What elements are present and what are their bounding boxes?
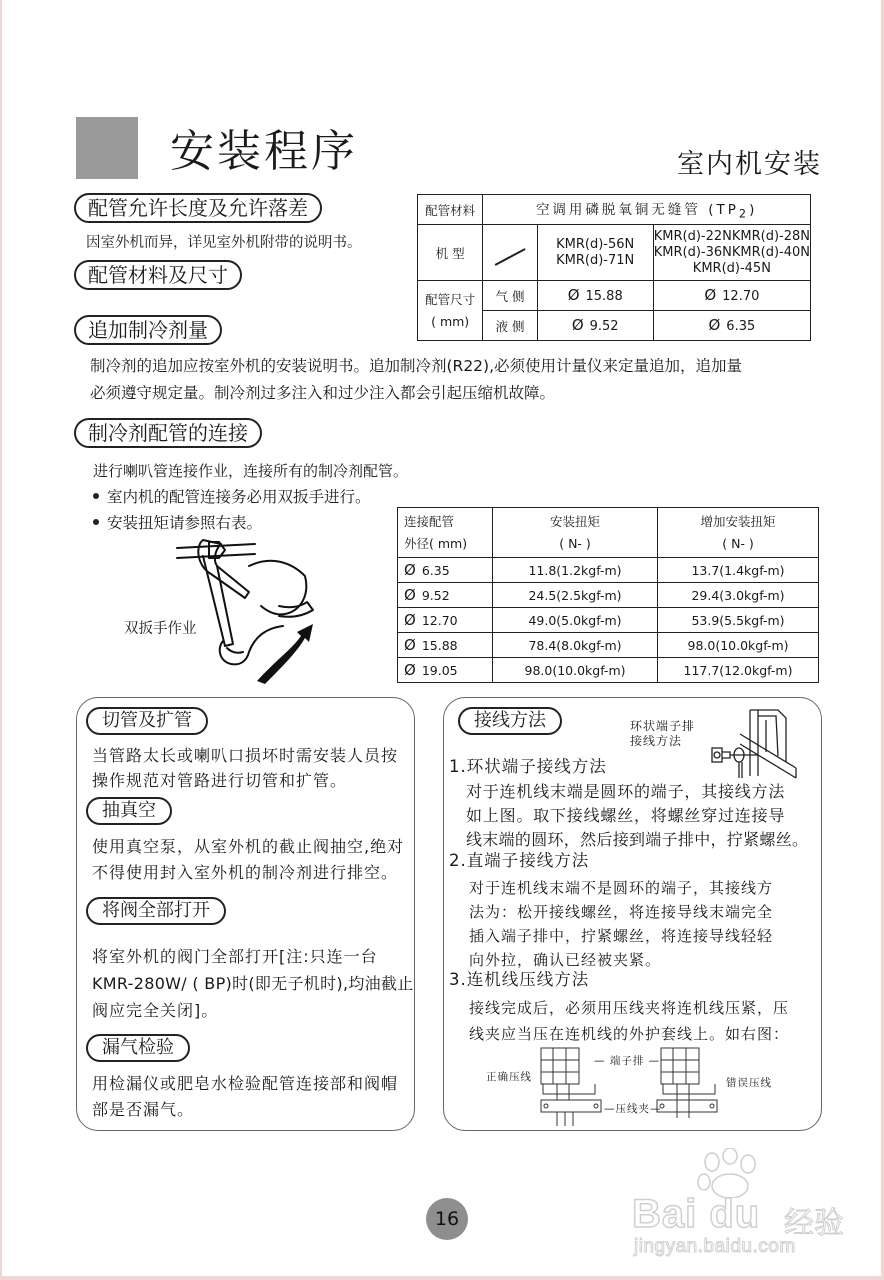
page-title: 安装程序 [170, 126, 358, 177]
pipe-material-text: 空调用磷脱氧铜无缝管 (TP [535, 202, 739, 219]
diameter-value: 12.70 [421, 613, 458, 628]
header-pipe-diameter [398, 508, 493, 558]
models-group-a [537, 225, 653, 281]
diameter-cell [398, 608, 493, 633]
heading-wiring-method: 接线方法 [458, 707, 562, 735]
added-torque-value: 29.4(3.0kgf-m) [658, 583, 819, 608]
open-valves-line-3: 阀应完全关闭]。 [92, 1001, 219, 1020]
model-name: KMR(d)-45N [692, 260, 771, 276]
bullet-item [93, 485, 371, 509]
bullet-icon [93, 493, 99, 499]
diameter-value: 6.35 [421, 563, 450, 578]
section-heading-pipe-material: 配管材料及尺寸 [74, 260, 242, 290]
torque-value: 98.0(10.0kgf-m) [493, 658, 658, 683]
bullet-item [93, 511, 262, 535]
model-name: KMR(d)-71N [556, 252, 635, 268]
table-row [398, 633, 819, 658]
model-name: KMR(d)-56N [556, 236, 635, 252]
header-text: 安装扭矩 [549, 513, 600, 529]
step-3-title: 3.连机线压线方法 [449, 970, 590, 989]
wiring-method-panel [443, 697, 822, 1131]
open-valves-line-1: 将室外机的阀门全部打开[注:只连一台 [92, 947, 378, 966]
added-torque-value: 117.7(12.0kgf-m) [658, 658, 819, 683]
pipe-material-value [483, 195, 811, 225]
pipe-size-label-text: 配管尺寸 [425, 291, 476, 307]
model-name: KMR(d)-22NKMR(d)-28N [653, 228, 810, 244]
bullet-text: 安装扭矩请参照右表。 [107, 514, 263, 532]
correct-clamp-label: 正确压线 [486, 1071, 532, 1083]
added-torque-value: 98.0(10.0kgf-m) [658, 633, 819, 658]
maintenance-steps-panel [76, 697, 415, 1131]
gas-size-b [653, 281, 810, 311]
double-wrench-illustration [175, 536, 335, 686]
diameter-icon: Ø [704, 285, 717, 304]
step-1-title: 1.环状端子接线方法 [449, 757, 607, 776]
diameter-icon: Ø [571, 315, 584, 334]
step-2-line-4: 向外拉，确认已经被夹紧。 [469, 951, 662, 969]
pipe-connection-intro: 进行喇叭管连接作业，连接所有的制冷剂配管。 [93, 462, 409, 480]
leak-check-line-2: 部是否漏气。 [92, 1100, 195, 1119]
cut-flare-line-2: 操作规范对管路进行切管和扩管。 [92, 771, 348, 790]
section-heading-allowable-length: 配管允许长度及允许落差 [74, 193, 322, 223]
vacuum-line-2: 不得使用封入室外机的制冷剂进行排空。 [92, 863, 399, 882]
diameter-icon: Ø [404, 661, 416, 679]
liquid-size-b [653, 311, 810, 341]
size-value: 9.52 [589, 318, 619, 334]
pipe-material-subscript: 2 [738, 207, 750, 221]
table-row [398, 558, 819, 583]
step-1-line-3: 线末端的圆环，然后接到端子排中，拧紧螺丝。 [466, 830, 809, 849]
table-row [398, 608, 819, 633]
diameter-icon: Ø [708, 315, 721, 334]
watermark-url: jingyan.baidu.com [634, 1236, 796, 1257]
header-text: 增加安装扭矩 [700, 513, 776, 529]
section-heading-pipe-connection: 制冷剂配管的连接 [74, 418, 262, 448]
size-value: 12.70 [722, 288, 760, 304]
torque-table [397, 507, 819, 683]
bullet-icon [93, 519, 99, 525]
liquid-size-a [537, 311, 653, 341]
add-refrigerant-line-1: 制冷剂的追加应按室外机的安装说明书。追加制冷剂(R22),必须使用计量仪来定量追加，追加量 [90, 357, 743, 375]
added-torque-value: 13.7(1.4kgf-m) [658, 558, 819, 583]
watermark-logo-text: Bai du [632, 1192, 761, 1236]
leak-check-line-1: 用检漏仪或肥皂水检验配管连接部和阀帽 [92, 1074, 399, 1093]
clamp-label: —压线夹— [604, 1103, 662, 1115]
model-empty-cell [483, 225, 537, 281]
pipe-material-close: ) [749, 202, 758, 219]
watermark-cn-text: 经验 [784, 1206, 844, 1241]
heading-vacuum: 抽真空 [86, 797, 172, 825]
size-value: 15.88 [585, 288, 623, 304]
cut-flare-line-1: 当管路太长或喇叭口损坏时需安装人员按 [92, 746, 399, 765]
step-2-line-3: 插入端子排中，拧紧螺丝，将连接导线轻轻 [469, 927, 774, 945]
diameter-icon: Ø [404, 586, 416, 604]
pipe-material-label: 配管材料 [418, 195, 483, 225]
diagonal-slash-icon [495, 248, 526, 265]
pipe-spec-table [417, 194, 811, 341]
step-2-title: 2.直端子接线方法 [449, 851, 590, 870]
paw-print-icon [694, 1148, 764, 1198]
page-edge-bottom [0, 1276, 884, 1280]
diameter-icon: Ø [567, 285, 580, 304]
pipe-table-row-material [418, 195, 811, 225]
pipe-table-row-gas [418, 281, 811, 311]
header-torque [493, 508, 658, 558]
step-2-line-1: 对于连机线末端不是圆环的端子，其接线方 [469, 879, 774, 897]
heading-cut-flare: 切管及扩管 [86, 707, 208, 735]
size-value: 6.35 [726, 318, 756, 334]
wrench-figure-caption: 双扳手作业 [124, 621, 197, 637]
models-group-b [653, 225, 810, 281]
diameter-value: 9.52 [421, 588, 450, 603]
header-text: ( N- ) [559, 535, 591, 551]
diameter-value: 15.88 [421, 638, 458, 653]
pipe-table-row-model [418, 225, 811, 281]
torque-value: 49.0(5.0kgf-m) [493, 608, 658, 633]
gas-size-a [537, 281, 653, 311]
diameter-icon: Ø [404, 636, 416, 654]
vacuum-line-1: 使用真空泵，从室外机的截止阀抽空,绝对 [92, 837, 405, 856]
page-subtitle: 室内机安装 [677, 149, 822, 180]
step-3-line-1: 接线完成后，必须用压线夹将连机线压紧，压 [469, 999, 790, 1017]
heading-open-valves: 将阀全部打开 [86, 897, 226, 925]
diameter-value: 19.05 [421, 663, 458, 678]
diameter-cell [398, 558, 493, 583]
diameter-cell [398, 583, 493, 608]
header-text: ( N- ) [722, 535, 754, 551]
torque-table-header [398, 508, 819, 558]
terminal-block-label: — 端子排 — [594, 1055, 661, 1067]
page-edge-left [0, 0, 2, 1280]
baidu-jingyan-watermark [632, 1148, 852, 1258]
ring-terminal-figure-label-1: 环状端子排 [630, 719, 696, 733]
table-row [398, 658, 819, 683]
torque-value: 24.5(2.5kgf-m) [493, 583, 658, 608]
ring-terminal-figure-label-2: 接线方法 [630, 734, 683, 748]
liquid-side-label: 液 侧 [483, 311, 537, 341]
gas-side-label: 气 侧 [483, 281, 537, 311]
step-1-line-1: 对于连机线末端是圆环的端子，其接线方法 [466, 782, 786, 801]
diameter-icon: Ø [404, 561, 416, 579]
bullet-text: 室内机的配管连接务必用双扳手进行。 [107, 488, 371, 506]
page-number: 16 [426, 1198, 468, 1240]
step-2-line-2: 法为：松开接线螺丝，将连接导线末端完全 [469, 903, 774, 921]
header-text: 外径( mm) [404, 535, 468, 551]
step-1-line-2: 如上图。取下接线螺丝，将螺丝穿过连接导 [466, 806, 786, 825]
wrong-clamp-label: 错误压线 [726, 1077, 772, 1089]
added-torque-value: 53.9(5.5kgf-m) [658, 608, 819, 633]
torque-value: 78.4(8.0kgf-m) [493, 633, 658, 658]
diameter-icon: Ø [404, 611, 416, 629]
allowable-length-text: 因室外机而异，详见室外机附带的说明书。 [86, 235, 362, 251]
diameter-cell [398, 658, 493, 683]
ring-terminal-illustration [706, 706, 806, 782]
header-added-torque [658, 508, 819, 558]
model-name: KMR(d)-36NKMR(d)-40N [653, 244, 810, 260]
open-valves-line-2: KMR-280W/ ( BP)时(即无子机时),均油截止 [92, 974, 414, 993]
header-text: 连接配管 [404, 513, 455, 529]
table-row [398, 583, 819, 608]
section-heading-add-refrigerant: 追加制冷剂量 [74, 315, 222, 345]
torque-value: 11.8(1.2kgf-m) [493, 558, 658, 583]
model-label: 机 型 [418, 225, 483, 281]
header-accent-block [76, 117, 138, 179]
add-refrigerant-line-2: 必须遵守规定量。制冷剂过多注入和过少注入都会引起压缩机故障。 [90, 384, 556, 402]
heading-leak-check: 漏气检验 [86, 1034, 190, 1062]
diameter-cell [398, 633, 493, 658]
pipe-size-label [418, 281, 483, 341]
pipe-size-unit: ( mm) [431, 313, 470, 329]
step-3-line-2: 线夹应当压在连机线的外护套线上。如右图： [469, 1025, 790, 1043]
